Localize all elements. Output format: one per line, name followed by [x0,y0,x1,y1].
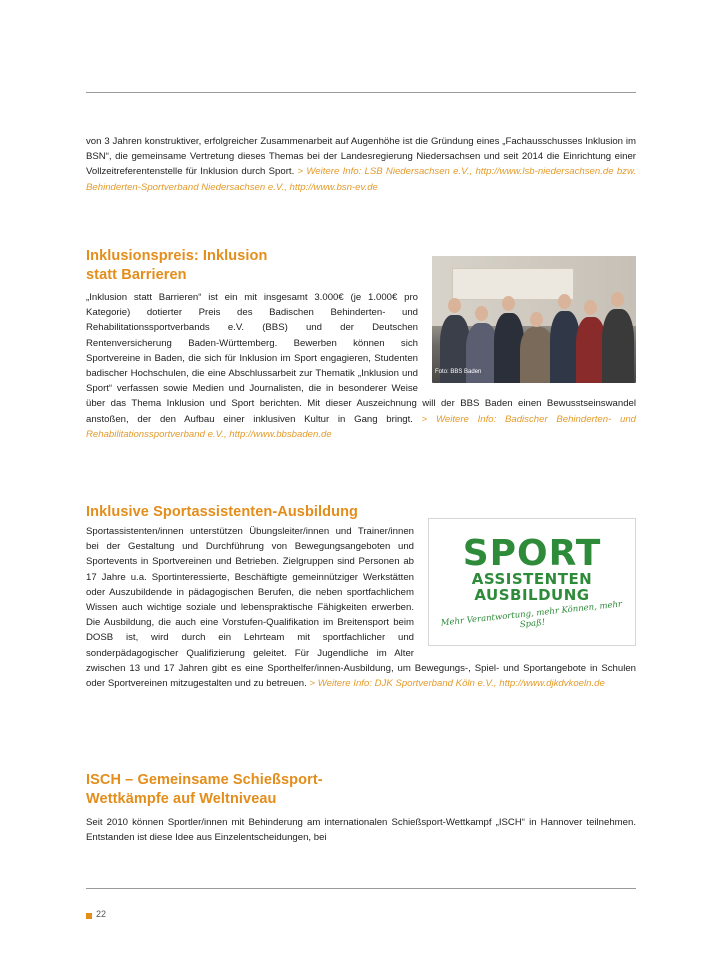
more-arrow-icon: > [309,678,316,690]
section3-title-line2: Wettkämpfe auf Weltniveau [86,791,277,807]
logo-ausbildung-text: AUSBILDUNG [474,586,590,604]
sportassistent-logo [428,518,636,646]
logo-sport-text: SPORT [462,533,602,574]
section1-title-line1: Inklusionspreis: Inklusion [86,248,268,264]
section2-body: Sportassistenten/innen unterstützen Übungsleiter/innen und Trainer/innen bei der Gestaltung und Durchführung von Bewegungsangeboten und Sportevents in Sportvereinen und Betrieben. Zielgruppen sind Personen ab 17 Jahre u.a. Sportinteressierte, Beschäftigte gemeinnütziger Werkstätten oder Auszubildende in pädagogischen Berufen, die neben sportfachlichem Wissen auch wichtige soziale und lebenspraktische Fähigkeiten erwerben. Die Ausbildung, die auch eine Vorstufen-Qualifikation im Breitensport beim DOSB ist, wird durch ein Lehrteam mit sportfachlicher und sonderpädagogischer Qualifizierung geleitet. Für Jugendliche im Alter zwischen 13 und 17 Jahren gibt es eine Sporthelfer/innen-Ausbildung, um Bewegungs-, Spiel- und Sportangebote in Schulen oder Sportvereinen mitzugestalten und zu betreuen. [86,526,636,690]
award-photo [432,256,636,383]
more-arrow-icon: > [421,413,428,425]
section1-more-link[interactable]: Weitere Info: Badischer Behinderten- und Rehabilitationssportverband e.V., http://www.bbsbaden.de [86,413,636,440]
header-rule [86,92,636,93]
section1-body: „Inklusion statt Barrieren“ ist ein mit insgesamt 3.000€ (je 1.000€ pro Kategorie) dotierter Preis des Badischen Behinderten- und Rehabilitationssportverbands e.V. (BBS) und der Deutschen Rentenversicherung Baden-Württemberg. Bewerben können sich Sportvereine in Baden, die sich für Inklusion im Sport engagieren, Studenten badischer Hochschulen, die eine Abschlussarbeit zur Thematik „Inklusion und Sport“ verfassen sowie Medien und Journalisten, die in besonderer Weise über das Thema Inklusion und Sport berichten. Mit dieser Auszeichnung will der BBS Baden einen Bewusstseinswandel anstoßen, der den Aufbau einer inklusiven Kultur in Gang bringt. [86,292,636,425]
photo-caption: Foto: BBS Baden [435,368,482,375]
section2-title: Inklusive Sportassistenten-Ausbildung [86,504,358,520]
page-number: 22 [96,909,107,919]
intro-paragraph [86,134,636,195]
intro-more-link[interactable]: Weitere Info: LSB Niedersachsen e.V., http://www.lsb-niedersachsen.de bzw. Behinderten-Sportverband Niedersachsen e.V., http://www.bsn-ev.de [86,166,637,193]
section2-more-link[interactable]: Weitere Info: DJK Sportverband Köln e.V., http://www.djkdvkoeln.de [317,678,605,690]
more-arrow-icon: > [297,166,304,178]
section3-title [86,771,323,809]
logo-assistenten-text: ASSISTENTEN [471,570,593,588]
section3-body: Seit 2010 können Sportler/innen mit Behinderung am internationalen Schießsport-Wettkampf „ISCH“ in Hannover teilnehmen. Entstanden ist diese Idee aus Einzelentscheidungen, bei [86,817,636,844]
section3-title-line1: ISCH – Gemeinsame Schießsport- [86,772,323,788]
intro-text: von 3 Jahren konstruktiver, erfolgreicher Zusammenarbeit auf Augenhöhe ist die Gründung eines „Fachausschusses Inklusion im BSN“, die gemeinsame Vertretung dieses Themas bei der Landesregierung Niedersachsen und seit 2014 die Einrichtung einer Vollzeitreferentenstelle für Inklusion durch Sport. [86,136,636,178]
photo-banner [452,268,574,300]
section1-title-line2: statt Barrieren [86,267,187,283]
section1-block [86,256,636,442]
page-marker-icon [86,913,92,919]
logo-slogan: Mehr Verantwortung, mehr Können, mehr Spaß! [440,599,623,631]
footer-rule [86,888,636,889]
group-photo [432,256,636,383]
section2-block [86,524,636,691]
section3-block [86,815,636,845]
